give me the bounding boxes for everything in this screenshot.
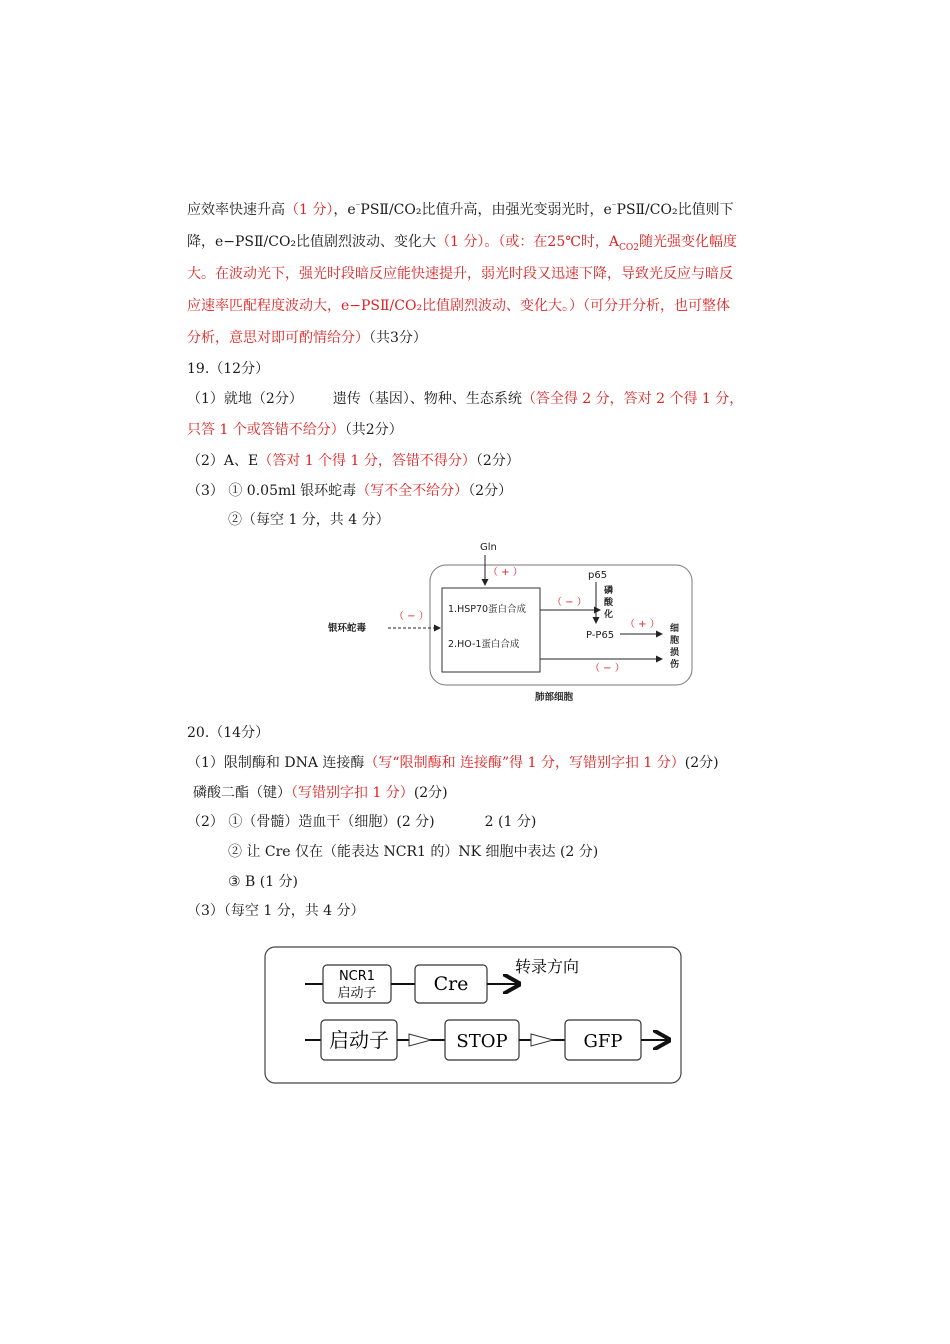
lung-cell-diagram [320, 535, 700, 710]
phos-char: 磷 [604, 586, 614, 596]
answer-line: 大。在波动光下，强光时段暗反应能快速提升，弱光时段又迅速下降，导致光反应与暗反 [187, 266, 733, 282]
hsp70-label: 1.HSP70蛋白合成 [448, 604, 527, 615]
protein-box [442, 588, 540, 672]
answer-line: （2） ①（骨髓）造血干（细胞）(2 分) 2 (1 分) [187, 814, 537, 830]
toxin-label: 银环蛇毒 [328, 623, 367, 634]
gfp-label: GFP [583, 1031, 623, 1052]
answer-line: （1）限制酶和 DNA 连接酶（写“限制酶和 连接酶”得 1 分，写错别字扣 1 分）(2分) [187, 755, 719, 771]
answer-line: 磷酸二酯（键）（写错别字扣 1 分）(2分) [193, 785, 448, 801]
gene-construct-diagram [263, 945, 683, 1087]
question-heading: 19.（12分） [187, 361, 270, 377]
stop-label: STOP [456, 1031, 508, 1052]
pp65-label: P-P65 [586, 630, 615, 641]
cell-label: 肺部细胞 [535, 692, 574, 703]
answer-line: 降，e−PSⅡ/CO₂比值剧烈波动、变化大（1 分）。（或：在25℃时，$A_{CO2}$随光强变化幅度 [187, 234, 738, 253]
plus-top-label: （ + ） [488, 567, 523, 578]
answer-line: 应速率匹配程度波动大，e−PSⅡ/CO₂比值剧烈波动、变化大。）（可分开分析，也可整体 [187, 298, 731, 314]
damage-char: 伤 [670, 660, 680, 670]
answer-line: ② 让 Cre 仅在（能表达 NCR1 的）NK 细胞中表达 (2 分) [228, 844, 599, 860]
answer-line: ②（每空 1 分，共 4 分） [228, 512, 390, 528]
answer-line: （2）A、E（答对 1 个得 1 分，答错不得分）（2分） [187, 453, 520, 469]
phos-char: 酸 [604, 598, 614, 608]
p65-label: p65 [588, 570, 608, 581]
answer-line: （3） ① 0.05ml 银环蛇毒（写不全不给分）（2分） [187, 483, 513, 499]
loxp-site-icon [531, 1034, 553, 1046]
cre-label: Cre [433, 973, 469, 995]
plus-right-label: （ + ） [625, 619, 660, 630]
answer-line: 只答 1 个或答错不给分）（共2分） [187, 422, 403, 438]
ho1-label: 2.HO-1蛋白合成 [448, 639, 520, 650]
answer-line: 应效率快速升高（1 分），e⁻PSⅡ/CO₂比值升高，由强光变弱光时，e⁻PSⅡ/CO₂比值则下 [187, 201, 734, 218]
damage-char: 损 [670, 648, 680, 658]
loxp-site-icon [409, 1034, 431, 1046]
promoter-label: 启动子 [329, 1028, 389, 1052]
phos-char: 化 [604, 610, 614, 620]
minus-mid-label: （ − ） [552, 597, 587, 608]
answer-line: 分析，意思对即可酌情给分）（共3分） [187, 330, 427, 346]
ncr1-label: NCR1 [338, 969, 376, 984]
minus-bottom-label: （ − ） [590, 663, 625, 674]
damage-char: 胞 [670, 636, 680, 646]
answer-line: ③ B (1 分) [228, 874, 299, 890]
promoter-small-label: 启动子 [337, 986, 377, 1001]
direction-label: 转录方向 [515, 957, 580, 976]
minus-left-label: （ − ） [394, 611, 429, 622]
answer-line: （3）（每空 1 分，共 4 分） [187, 903, 365, 919]
gln-label: Gln [480, 542, 497, 553]
question-heading: 20.（14分） [187, 725, 270, 741]
damage-char: 细 [670, 624, 680, 634]
answer-line: （1）就地（2分） 遗传（基因）、物种、生态系统（答全得 2 分，答对 2 个得 1 分， [187, 391, 744, 407]
